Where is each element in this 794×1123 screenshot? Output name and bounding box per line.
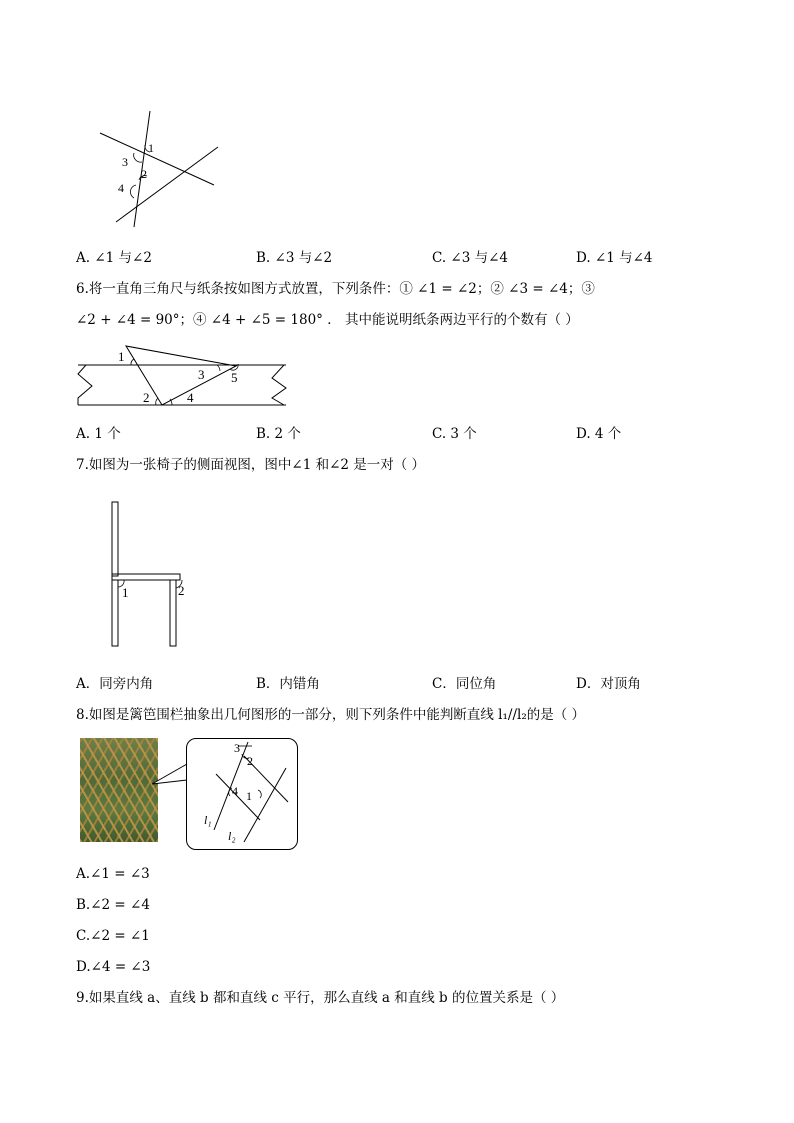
q7-option-a: A．同旁内角 xyxy=(76,676,154,692)
q8-stem: 8.如图是篱笆围栏抽象出几何图形的一部分，则下列条件中能判断直线 l₁//l₂的是（ ） xyxy=(76,707,586,723)
q7-option-c: C．同位角 xyxy=(432,676,497,692)
q5-option-a: A. ∠1 与∠2 xyxy=(76,250,152,266)
q8-label-l1: l₁ xyxy=(204,813,212,827)
q8-label-2: 2 xyxy=(247,754,253,768)
q6-label-1: 1 xyxy=(118,349,125,364)
q6-stem-line2: ∠2 + ∠4 = 90°；④ ∠4 + ∠5 = 180° ． 其中能说明纸条两边平行的个数有（ ） xyxy=(76,312,579,328)
q5-label-3: 3 xyxy=(122,155,128,169)
q6-option-a: A. 1 个 xyxy=(76,426,121,442)
q7-stem: 7.如图为一张椅子的侧面视图，图中∠1 和∠2 是一对（ ） xyxy=(76,457,426,473)
q5-option-b: B. ∠3 与∠2 xyxy=(256,250,333,266)
q8-callout-pointer xyxy=(150,760,190,800)
q5-label-1: 1 xyxy=(148,141,154,155)
q9-stem: 9.如果直线 a、直线 b 都和直线 c 平行，那么直线 a 和直线 b 的位置关系是（ ） xyxy=(76,990,565,1006)
q5-label-2: 2 xyxy=(141,167,147,181)
q6-option-d: D. 4 个 xyxy=(576,426,622,442)
q7-option-b: B．内错角 xyxy=(256,676,320,692)
q6-stem-line1: 6.将一直角三角尺与纸条按如图方式放置，下列条件：① ∠1 = ∠2；② ∠3 = ∠4；③ xyxy=(76,281,595,297)
q5-option-c: C. ∠3 与∠4 xyxy=(432,250,509,266)
q8-label-4: 4 xyxy=(232,784,238,798)
q8-option-a: A.∠1 = ∠3 xyxy=(76,866,150,882)
q8-label-l2: l₂ xyxy=(228,829,236,843)
q8-option-d: D.∠4 = ∠3 xyxy=(76,959,151,975)
fence-photo xyxy=(80,738,158,842)
q7-label-2: 2 xyxy=(178,583,185,598)
q7-option-d: D．对顶角 xyxy=(576,676,641,692)
q6-label-3: 3 xyxy=(198,367,205,382)
q6-label-4: 4 xyxy=(187,390,194,405)
q8-label-1: 1 xyxy=(246,789,252,803)
q7-chair-figure xyxy=(104,496,194,652)
q5-figure xyxy=(90,105,220,235)
q7-label-1: 1 xyxy=(122,585,129,600)
q6-label-5: 5 xyxy=(231,370,238,385)
q6-option-b: B. 2 个 xyxy=(256,426,301,442)
q5-label-4: 4 xyxy=(118,181,124,195)
q8-option-c: C.∠2 = ∠1 xyxy=(76,928,150,944)
q8-figure xyxy=(186,738,296,848)
q5-option-d: D. ∠1 与∠4 xyxy=(576,250,653,266)
q8-option-b: B.∠2 = ∠4 xyxy=(76,897,150,913)
q6-option-c: C. 3 个 xyxy=(432,426,477,442)
q8-label-3: 3 xyxy=(234,741,240,755)
q6-label-2: 2 xyxy=(143,390,150,405)
q6-figure xyxy=(76,340,290,412)
